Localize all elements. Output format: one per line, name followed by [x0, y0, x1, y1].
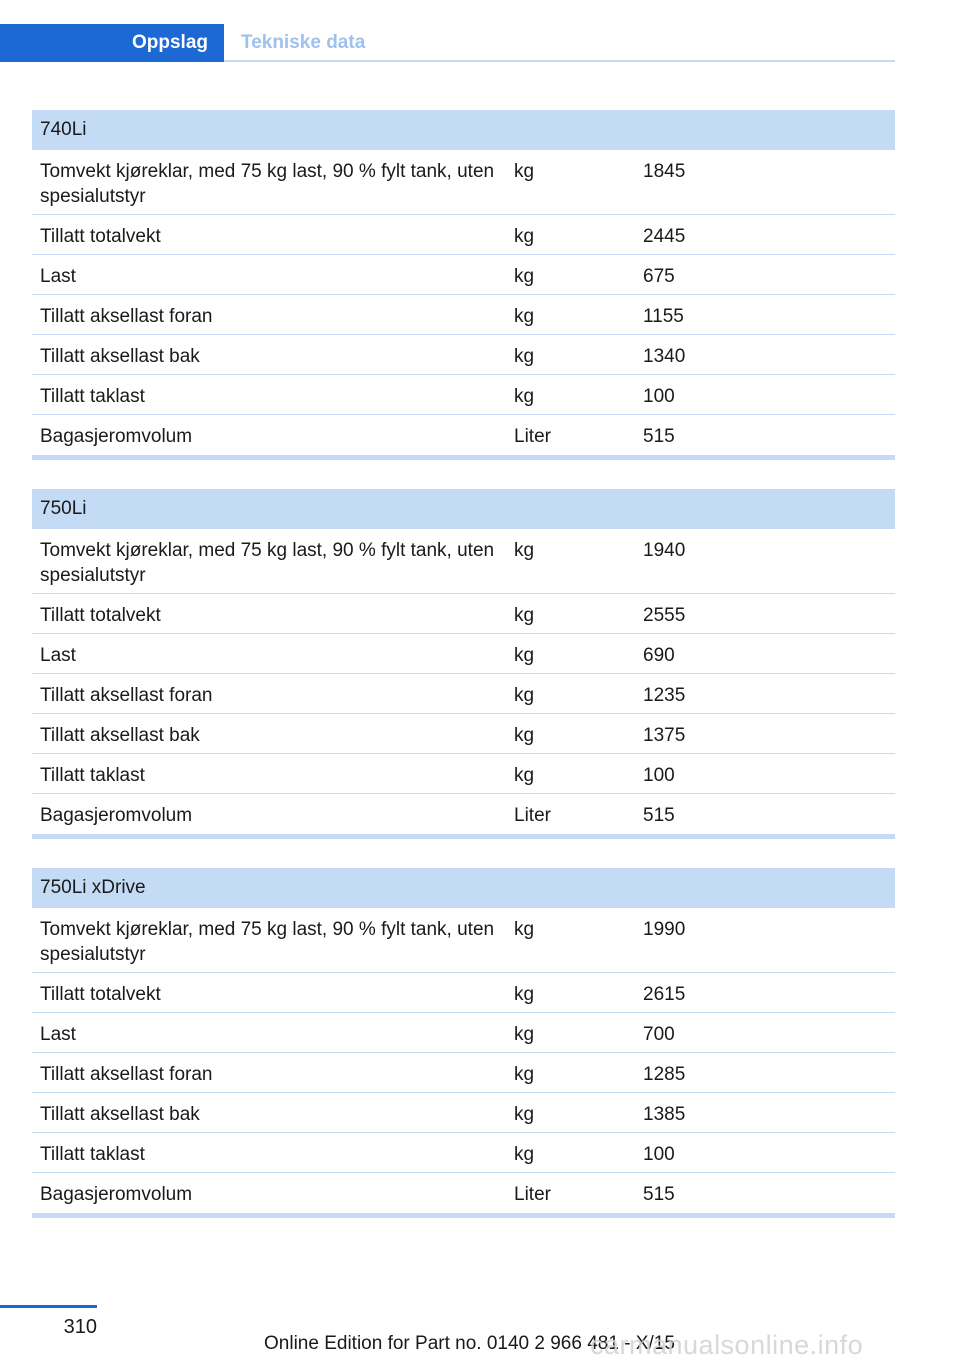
table-row — [32, 150, 895, 215]
table-row — [32, 295, 895, 335]
row-unit: kg — [514, 919, 535, 940]
table-row — [32, 335, 895, 375]
table-row — [32, 754, 895, 794]
row-value: 2445 — [643, 226, 686, 247]
row-unit: kg — [514, 1024, 535, 1045]
row-unit: kg — [514, 306, 535, 327]
header-tabs — [0, 24, 895, 62]
spec-table-750li — [32, 489, 895, 839]
row-unit: kg — [514, 765, 535, 786]
row-unit: kg — [514, 685, 535, 706]
table-row — [32, 1053, 895, 1093]
row-label: Tillatt taklast — [40, 1144, 145, 1165]
row-label: Tillatt aksellast foran — [40, 306, 213, 327]
row-unit: kg — [514, 984, 535, 1005]
row-label: Tomvekt kjøreklar, med 75 kg last, 90 % fylt tank, uten spesialutstyr — [40, 919, 495, 965]
table-row — [32, 634, 895, 674]
row-value: 1375 — [643, 725, 686, 746]
table-title: 740Li — [32, 110, 895, 150]
spec-table-750li-xdrive — [32, 868, 895, 1218]
row-label: Tillatt aksellast bak — [40, 346, 200, 367]
row-label: Tillatt totalvekt — [40, 226, 161, 247]
table-row — [32, 415, 895, 455]
row-value: 700 — [643, 1024, 675, 1045]
table-bottom-rule — [32, 1213, 895, 1218]
row-unit: kg — [514, 645, 535, 666]
row-unit: kg — [514, 1064, 535, 1085]
table-row — [32, 674, 895, 714]
table-title: 750Li — [32, 489, 895, 529]
row-unit: kg — [514, 1144, 535, 1165]
row-label: Tillatt taklast — [40, 386, 145, 407]
spec-table-740li — [32, 110, 895, 460]
table-bottom-rule — [32, 834, 895, 839]
page-number: 310 — [63, 1316, 97, 1338]
row-label: Tillatt aksellast bak — [40, 725, 200, 746]
table-row — [32, 215, 895, 255]
table-row — [32, 529, 895, 594]
row-value: 2615 — [643, 984, 686, 1005]
row-label: Last — [40, 266, 76, 287]
row-label: Last — [40, 1024, 76, 1045]
table-row — [32, 255, 895, 295]
table-row — [32, 714, 895, 754]
row-label: Bagasjeromvolum — [40, 1184, 193, 1205]
row-unit: kg — [514, 605, 535, 626]
row-unit: kg — [514, 725, 535, 746]
table-row — [32, 1093, 895, 1133]
row-value: 1285 — [643, 1064, 686, 1085]
tab-oppslag[interactable]: Oppslag — [0, 24, 224, 62]
row-value: 100 — [643, 765, 675, 786]
row-label: Last — [40, 645, 76, 666]
row-value: 515 — [643, 1184, 675, 1205]
table-row — [32, 908, 895, 973]
row-value: 690 — [643, 645, 675, 666]
table-bottom-rule — [32, 455, 895, 460]
tab-tekniske-data[interactable]: Tekniske data — [224, 24, 895, 62]
table-row — [32, 1173, 895, 1213]
row-value: 1340 — [643, 346, 686, 367]
table-row — [32, 1013, 895, 1053]
row-value: 100 — [643, 386, 675, 407]
row-value: 675 — [643, 266, 675, 287]
row-label: Tillatt aksellast bak — [40, 1104, 200, 1125]
row-label: Tomvekt kjøreklar, med 75 kg last, 90 % fylt tank, uten spesialutstyr — [40, 161, 495, 207]
row-value: 1155 — [643, 306, 684, 327]
edition-text: Online Edition for Part no. 0140 2 966 481 - X/15 — [264, 1333, 675, 1354]
row-value: 100 — [643, 1144, 675, 1165]
row-value: 1235 — [643, 685, 686, 706]
footer-accent-bar — [0, 1305, 97, 1308]
table-row — [32, 594, 895, 634]
watermark: carmanualsonline.info — [590, 1330, 864, 1360]
row-label: Tillatt totalvekt — [40, 984, 161, 1005]
row-unit: kg — [514, 1104, 535, 1125]
row-label: Bagasjeromvolum — [40, 805, 193, 826]
row-unit: Liter — [514, 1184, 551, 1205]
table-row — [32, 973, 895, 1013]
row-value: 1385 — [643, 1104, 686, 1125]
row-unit: kg — [514, 386, 535, 407]
row-value: 1990 — [643, 919, 686, 940]
row-value: 515 — [643, 426, 675, 447]
row-unit: kg — [514, 226, 535, 247]
row-label: Tillatt taklast — [40, 765, 145, 786]
row-unit: kg — [514, 540, 535, 561]
table-row — [32, 794, 895, 834]
row-label: Tillatt aksellast foran — [40, 1064, 213, 1085]
table-row — [32, 1133, 895, 1173]
row-unit: Liter — [514, 426, 551, 447]
row-unit: kg — [514, 346, 535, 367]
table-title: 750Li xDrive — [32, 868, 895, 908]
row-value: 1845 — [643, 161, 686, 182]
row-unit: kg — [514, 161, 535, 182]
row-unit: Liter — [514, 805, 551, 826]
row-value: 1940 — [643, 540, 686, 561]
row-value: 2555 — [643, 605, 686, 626]
row-label: Bagasjeromvolum — [40, 426, 193, 447]
row-label: Tillatt aksellast foran — [40, 685, 213, 706]
row-unit: kg — [514, 266, 535, 287]
row-value: 515 — [643, 805, 675, 826]
row-label: Tillatt totalvekt — [40, 605, 161, 626]
table-row — [32, 375, 895, 415]
row-label: Tomvekt kjøreklar, med 75 kg last, 90 % fylt tank, uten spesialutstyr — [40, 540, 495, 586]
